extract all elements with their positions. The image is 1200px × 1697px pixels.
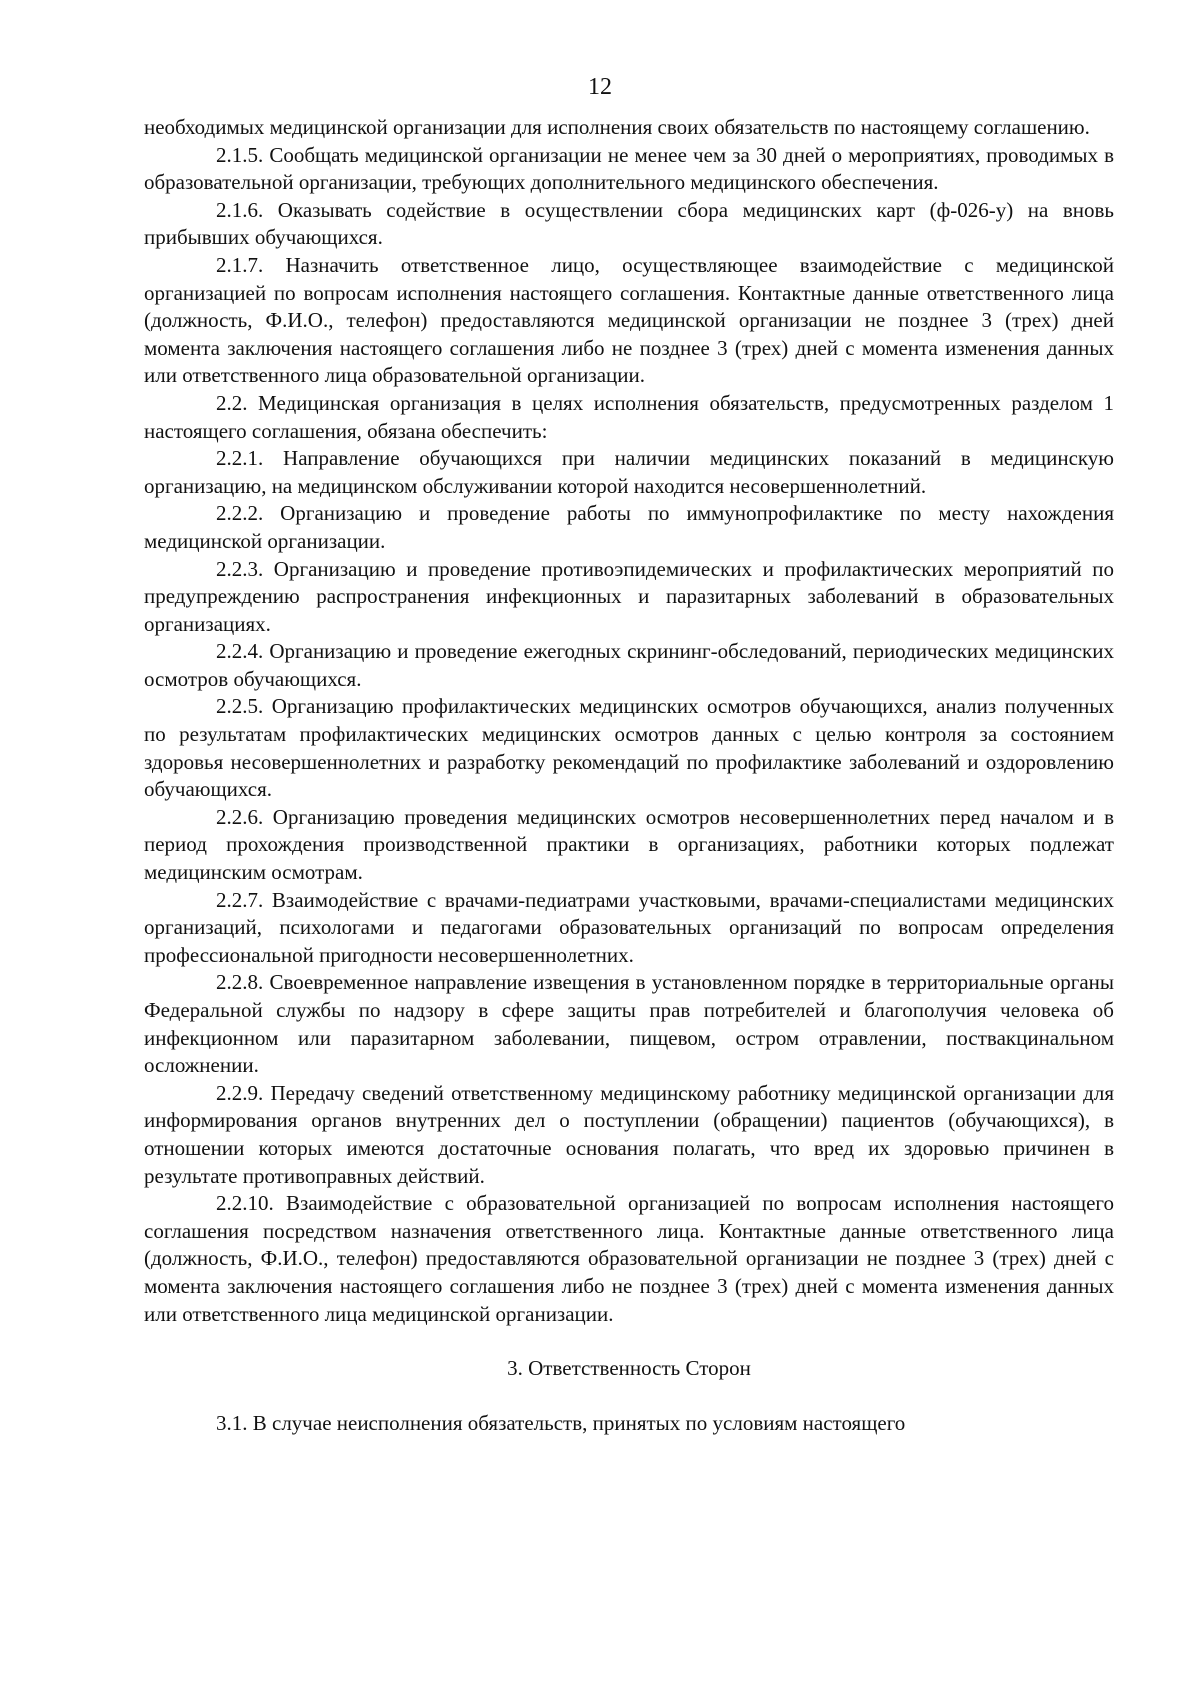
clause-2-1-7: 2.1.7. Назначить ответственное лицо, осуществляющее взаимодействие с медицинской организацией по вопросам исполнения настоящего соглашения. Контактные данные ответственного лица (должность, Ф.И.О., телефон) предоставляются медицинской организации не позднее 3 (трех) дней момента заключения настоящего соглашения либо не позднее 3 (трех) дней с момента изменения данных или ответственного лица образовательной организации.	[144, 252, 1114, 388]
clause-2-2-6: 2.2.6. Организацию проведения медицинских осмотров несовершеннолетних перед началом и в период прохождения производственной практики в организациях, работники которых подлежат медицинским осмотрам.	[144, 804, 1114, 885]
clause-2-2-1: 2.2.1. Направление обучающихся при наличии медицинских показаний в медицинскую организацию, на медицинском обслуживании которой находится несовершеннолетний.	[144, 446, 1114, 498]
clause-2-1-6: 2.1.6. Оказывать содействие в осуществлении сбора медицинских карт (ф-026-у) на вновь прибывших обучающихся.	[144, 197, 1114, 250]
clause-3-1: 3.1. В случае неисполнения обязательств, принятых по условиям настоящего	[216, 1410, 906, 1435]
paragraph: необходимых медицинской организации для исполнения своих обязательств по настоящему соглашению.	[144, 115, 1090, 139]
clause-2-2-7: 2.2.7. Взаимодействие с врачами-педиатрами участковыми, врачами-специалистами медицинских организаций, психологами и педагогами образовательных организаций по вопросам определения профессиональной пригодности несовершеннолетних.	[144, 887, 1114, 967]
clause-2-2-3: 2.2.3. Организацию и проведение противоэпидемических и профилактических мероприятий по предупреждению распространения инфекционных и паразитарных заболеваний в образовательных организациях.	[144, 556, 1114, 636]
clause-2-2-4: 2.2.4. Организацию и проведение ежегодных скрининг-обследований, периодических медицинских осмотров обучающихся.	[144, 639, 1114, 691]
clause-2-2-2: 2.2.2. Организацию и проведение работы по иммунопрофилактике по месту нахождения медицинской организации.	[144, 501, 1114, 553]
clause-2-2-9: 2.2.9. Передачу сведений ответственному медицинскому работнику медицинской организации для информирования органов внутренних дел о поступлении (обращении) пациентов (обучающихся), в отношении которых имеются достаточные основания полагать, что вред их здоровью причинен в результате противоправных действий.	[144, 1080, 1114, 1188]
clause-2-2-10: 2.2.10. Взаимодействие с образовательной организацией по вопросам исполнения настоящего соглашения посредством назначения ответственного лица. Контактные данные ответственного лица (должность, Ф.И.О., телефон) предоставляются образовательной организации не позднее 3 (трех) дней с момента заключения настоящего соглашения либо не позднее 3 (трех) дней с момента изменения данных или ответственного лица медицинской организации.	[144, 1191, 1114, 1326]
page-number: 12	[588, 74, 612, 100]
section-heading: 3. Ответственность Сторон	[507, 1356, 751, 1381]
clause-2-1-5: 2.1.5. Сообщать медицинской организации не менее чем за 30 дней о мероприятиях, проводимых в образовательной организации, требующих дополнительного медицинского обеспечения.	[144, 142, 1114, 195]
clause-2-2-8: 2.2.8. Своевременное направление извещения в установленном порядке в территориальные органы Федеральной службы по надзору в сфере защиты прав потребителей и благополучия человека об инфекционном или паразитарном заболевании, пищевом, остром отравлении, поствакцинальном осложнении.	[144, 970, 1114, 1078]
clause-2-2: 2.2. Медицинская организация в целях исполнения обязательств, предусмотренных разделом 1 настоящего соглашения, обязана обеспечить:	[144, 390, 1114, 443]
clause-2-2-5: 2.2.5. Организацию профилактических медицинских осмотров обучающихся, анализ полученных по результатам профилактических медицинских осмотров данных с целью контроля за состоянием здоровья несовершеннолетних и разработку рекомендаций по профилактике заболеваний и оздоровлению обучающихся.	[144, 694, 1114, 802]
document-body	[144, 114, 1114, 1437]
